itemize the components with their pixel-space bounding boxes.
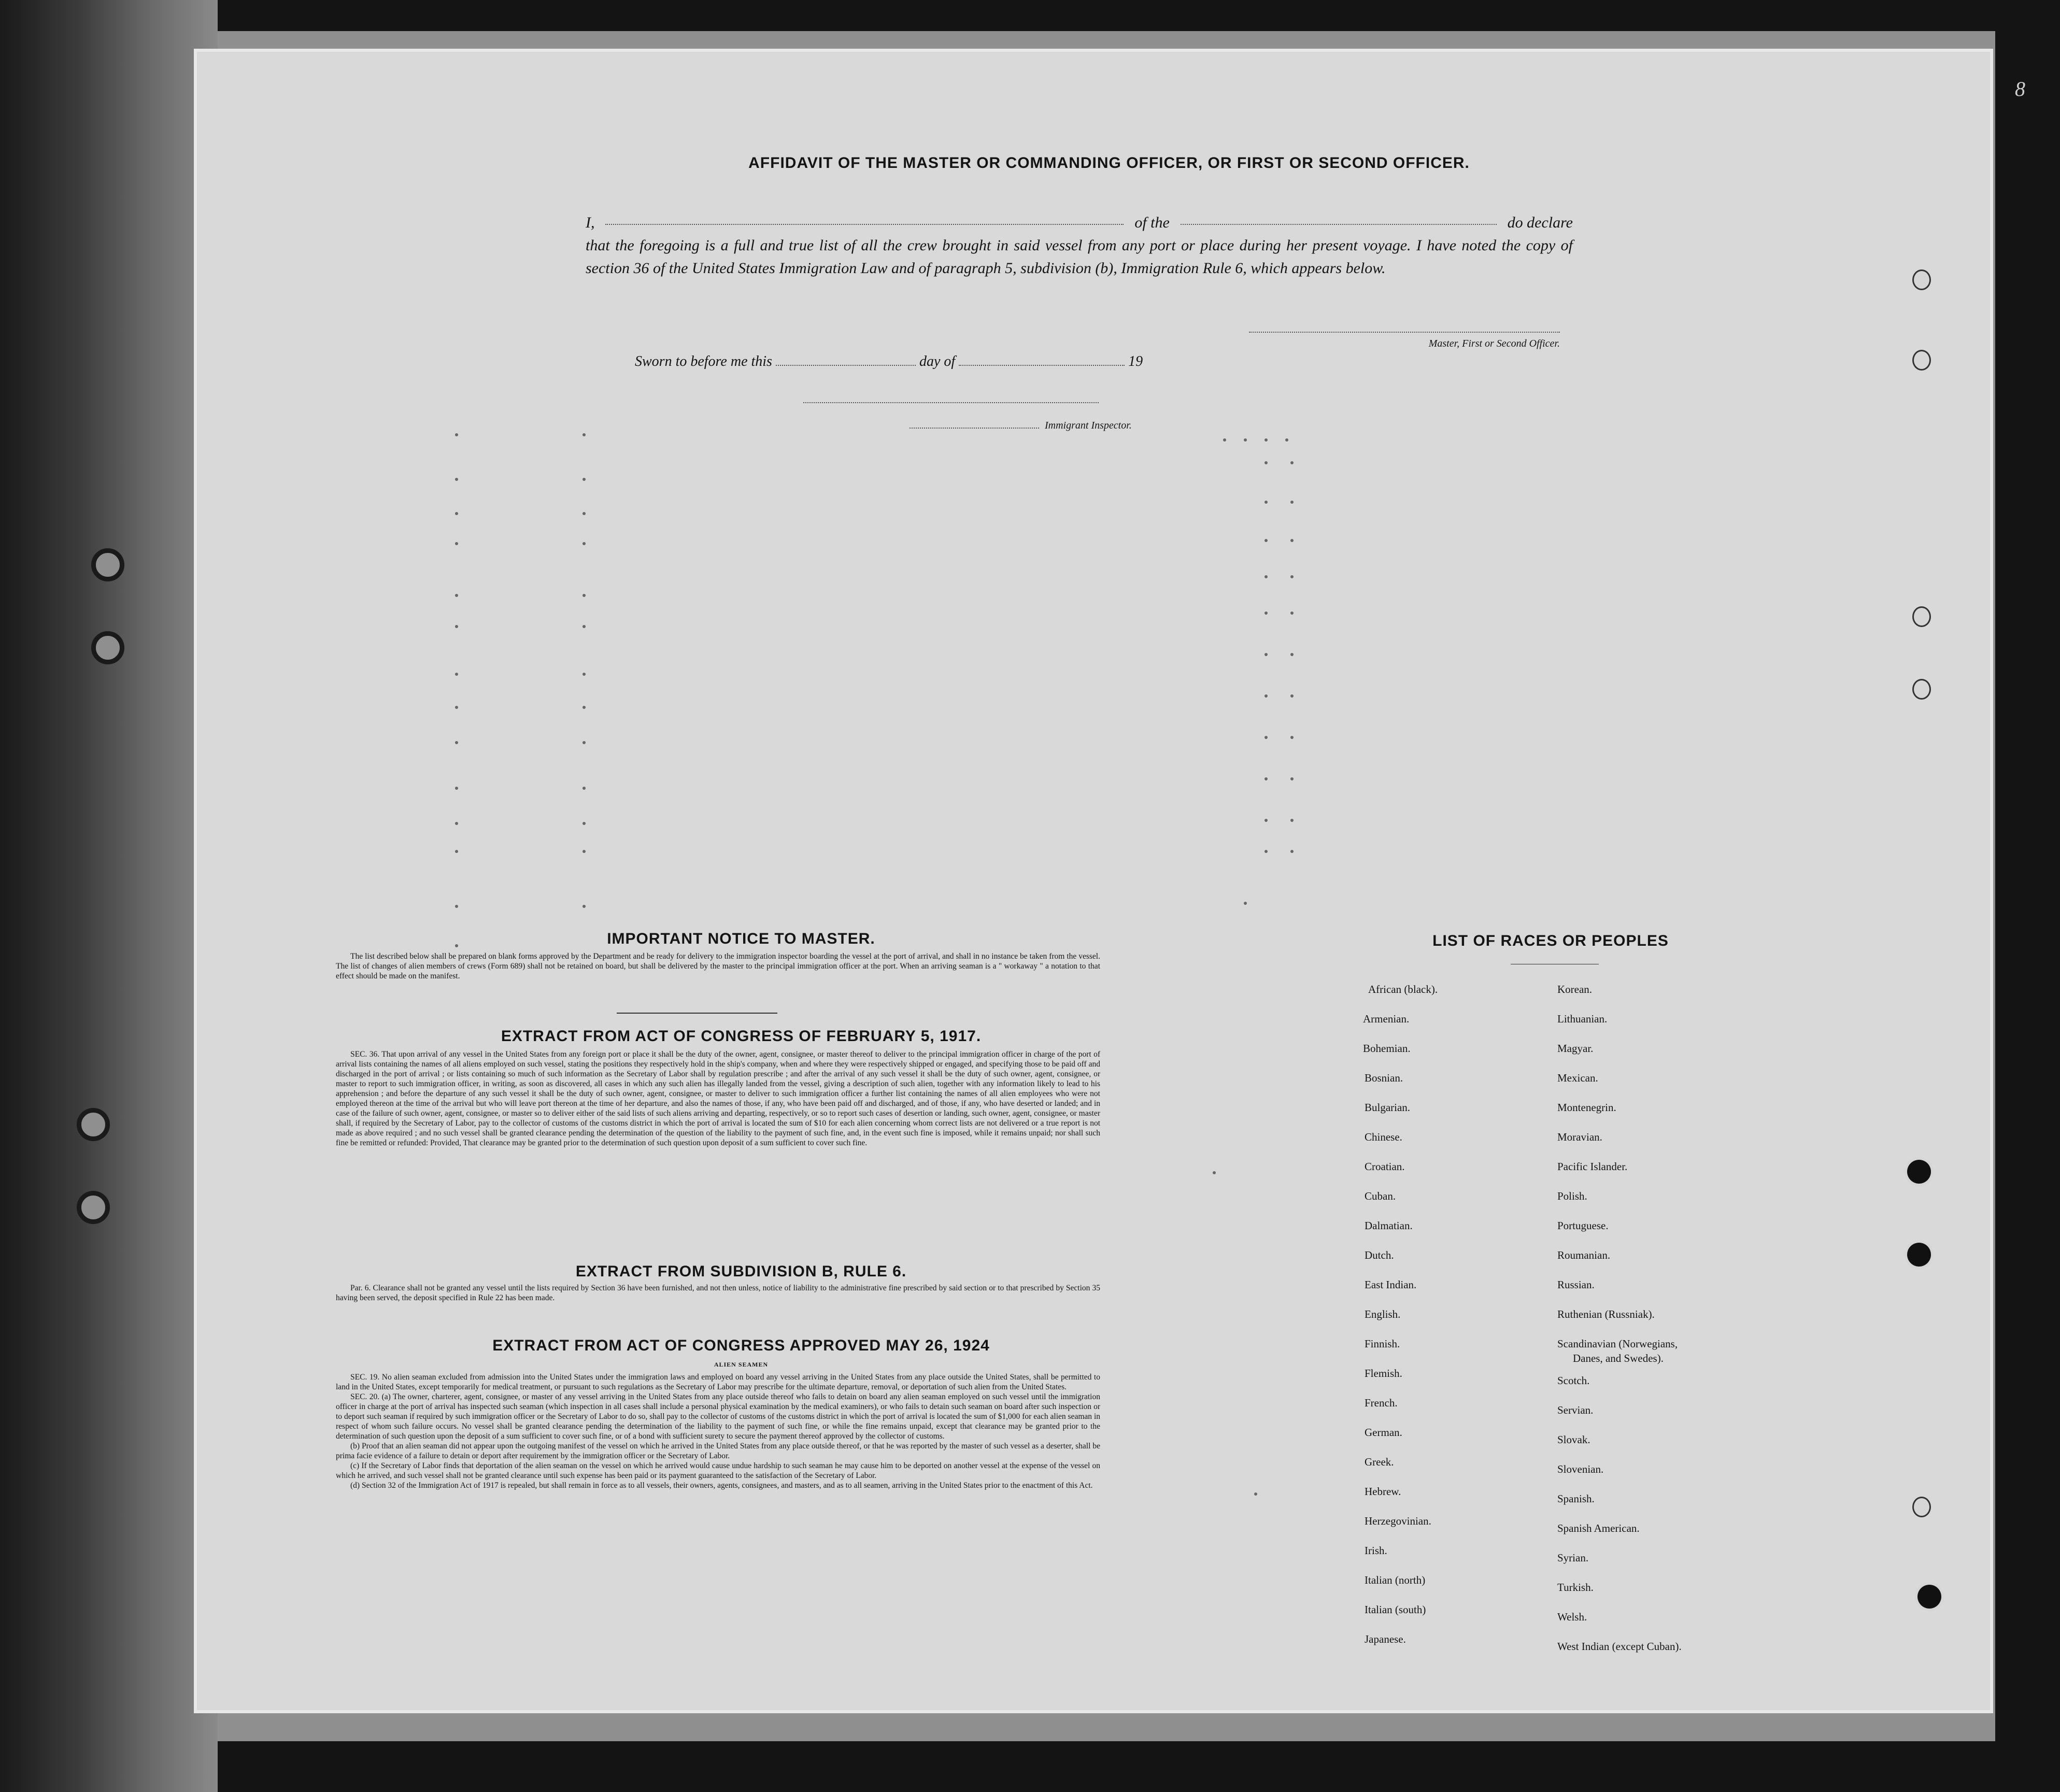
races-title: LIST OF RACES OR PEOPLES xyxy=(1432,932,1669,949)
extract-1924-sec20b: (b) Proof that an alien seaman did not appear upon the outgoing manifest of the vessel on which he arrived in the United States from any place outside thereof, or that he was reported by the master of such vessel as a deserter, shall be prima facie evidence of a failure to detain or deport after requirement by the immigration officer or the Secretary of Labor. xyxy=(336,1442,1100,1460)
race-item: Roumanian. xyxy=(1557,1249,1611,1261)
punch-hole-icon xyxy=(1912,606,1931,627)
race-item: Magyar. xyxy=(1557,1042,1594,1055)
sworn-month-blank xyxy=(959,352,1125,366)
race-item: French. xyxy=(1365,1397,1398,1409)
race-item: Armenian. xyxy=(1363,1013,1410,1025)
race-item: Flemish. xyxy=(1365,1367,1402,1379)
notice-body: The list described below shall be prepared on blank forms approved by the Department and be ready for delivery to the immigration inspector boarding the vessel at the port of arrival, and shall in no instance be taken from the vessel. The list of changes of alien members of crews (Form 689) shall not be retained on board, but shall be delivered by the master to the principal immigration officer at the port. When an arriving seaman is a " workaway " a notation to that effect should be made on the manifest. xyxy=(336,952,1100,980)
affidavit-first-line xyxy=(586,211,1573,234)
race-item: Servian. xyxy=(1557,1404,1594,1416)
race-item: Herzegovinian. xyxy=(1365,1515,1431,1527)
inspector-blank xyxy=(910,420,1039,429)
binding-hole-icon xyxy=(91,548,124,581)
race-item: Greek. xyxy=(1365,1456,1394,1468)
race-item: Chinese. xyxy=(1365,1131,1402,1143)
binder-edge xyxy=(0,0,218,1792)
race-item: Ruthenian (Russniak). xyxy=(1557,1308,1655,1320)
race-item: Slovenian. xyxy=(1557,1463,1604,1475)
page-number: 8 xyxy=(2015,77,2025,101)
extract-rule6-title: EXTRACT FROM SUBDIVISION B, RULE 6. xyxy=(575,1263,907,1280)
binding-hole-icon xyxy=(77,1108,110,1141)
race-item: Irish. xyxy=(1365,1544,1387,1557)
punch-hole-icon xyxy=(1912,1497,1931,1517)
race-item: German. xyxy=(1365,1426,1402,1439)
signature-block xyxy=(1228,332,1560,350)
race-item: Bohemian. xyxy=(1363,1042,1411,1055)
race-item: Polish. xyxy=(1557,1190,1587,1202)
affidavit-title: AFFIDAVIT OF THE MASTER OR COMMANDING OFFICER, OR FIRST OR SECOND OFFICER. xyxy=(748,154,1470,172)
race-item: East Indian. xyxy=(1365,1278,1417,1291)
affidavit-of-the: of the xyxy=(1134,214,1170,231)
affidavit-text xyxy=(586,211,1573,280)
inspector-signature-line xyxy=(803,402,1099,403)
race-item: English. xyxy=(1365,1308,1401,1320)
race-item: Cuban. xyxy=(1365,1190,1396,1202)
extract-1924-sec20a: SEC. 20. (a) The owner, charterer, agent, consignee, or master of any vessel arriving in the United States from any place outside thereof who fails to detain on board any alien seaman employed on such vessel until the immigration officer in charge at the port of arrival has inspected such seaman (which inspection in all cases shall include a personal physical examination by the medical examiners), or who fails to detain such seaman on board after such inspection or to deport such seaman if required by such immigration officer or the Secretary of Labor to do so, shall pay to the collector of customs of the customs district in which the port of arrival is located the sum of $1,000 for each alien seaman in respect of whom such failure occurs. No vessel shall be granted clearance pending the determination of the liability to the payment of such fine, or while the fine remains unpaid, except that clearance may be granted prior to the determination of such question upon the deposit of a sum sufficient to cover such fine, or of a bond with sufficient surety to secure the payment thereof approved by the collector of customs. xyxy=(336,1392,1100,1441)
race-item: Italian (south) xyxy=(1365,1603,1426,1616)
race-item: West Indian (except Cuban). xyxy=(1557,1640,1682,1653)
notice-rule xyxy=(617,1013,777,1014)
race-item: Syrian. xyxy=(1557,1552,1589,1564)
signature-caption: Master, First or Second Officer. xyxy=(1428,338,1560,349)
inspector-caption-line xyxy=(910,420,1132,432)
name-blank xyxy=(605,211,1124,225)
sworn-date-blank xyxy=(776,352,916,366)
punch-hole-icon xyxy=(1912,679,1931,700)
punch-hole-icon xyxy=(1912,269,1931,290)
vessel-blank xyxy=(1181,211,1497,225)
punch-hole-icon xyxy=(1912,350,1931,371)
signature-line xyxy=(1249,332,1560,333)
race-item: Croatian. xyxy=(1365,1160,1405,1173)
extract-1917-title: EXTRACT FROM ACT OF CONGRESS OF FEBRUARY 5, 1917. xyxy=(501,1028,982,1045)
punch-hole-icon xyxy=(1917,1585,1941,1609)
punch-hole-icon xyxy=(1907,1243,1931,1267)
race-item: Italian (north) xyxy=(1365,1574,1426,1586)
race-item: Spanish. xyxy=(1557,1492,1595,1505)
extract-rule6-body: Par. 6. Clearance shall not be granted any vessel until the lists required by Section 36 have been furnished, and not then unless, notice of liability to the administrative fine prescribed by said section or to that prescribed by Section 35 having been served, the deposit specified in Rule 22 has been made. xyxy=(336,1284,1100,1302)
race-item: Mexican. xyxy=(1557,1072,1598,1084)
extract-1924-title: EXTRACT FROM ACT OF CONGRESS APPROVED MAY 26, 1924 xyxy=(492,1337,990,1354)
race-item: Dalmatian. xyxy=(1365,1219,1413,1232)
extract-1924-subtitle: ALIEN SEAMEN xyxy=(714,1361,769,1368)
race-item: Finnish. xyxy=(1365,1338,1400,1350)
extract-1924-sec20d: (d) Section 32 of the Immigration Act of 1917 is repealed, but shall remain in force as to all vessels, their owners, agents, consignees, and masters, and as to all seamen, arriving in the United States prior to the enactment of this Act. xyxy=(350,1481,1093,1490)
race-item: Pacific Islander. xyxy=(1557,1160,1628,1173)
extract-1924-sec19: SEC. 19. No alien seaman excluded from admission into the United States under the immigration laws and employed on board any vessel arriving in the United States from any place outside the United States, shall be permitted to land in the United States, except temporarily for medical treatment, or pursuant to such regulations as the Secretary of Labor may prescribe for the ultimate departure, removal, or deportation of such alien from the United States. xyxy=(336,1373,1100,1391)
race-item: Scandinavian (Norwegians, xyxy=(1557,1338,1678,1350)
race-item: Japanese. xyxy=(1365,1633,1406,1645)
race-item: Turkish. xyxy=(1557,1581,1594,1594)
sworn-day-of: day of xyxy=(919,353,956,369)
race-item: Spanish American. xyxy=(1557,1522,1640,1534)
race-item: Danes, and Swedes). xyxy=(1573,1352,1664,1364)
race-item: Lithuanian. xyxy=(1557,1013,1608,1025)
race-item: Montenegrin. xyxy=(1557,1101,1616,1114)
affidavit-i: I, xyxy=(586,214,595,231)
binding-hole-icon xyxy=(77,1191,110,1224)
extract-1924-body xyxy=(336,1372,1100,1490)
race-item: Bosnian. xyxy=(1365,1072,1403,1084)
race-item: African (black). xyxy=(1368,983,1438,995)
extract-1917-body: SEC. 36. That upon arrival of any vessel in the United States from any foreign port or place it shall be the duty of the owner, agent, consignee, or master thereof to deliver to the principal immigration officer in charge of the port of arrival lists containing the names of all aliens employed on such vessel, stating the positions they respectively hold in the ship's company, when and where they were respectively shipped or engaged, and specifying those to be paid off and discharged in the port of arrival ; or lists containing so much of such information as the Secretary of Labor shall by regulation prescribe ; and after the arrival of any such vessel it shall be the duty of such owner, agent, consignee, or master to report to such immigration officer, in writing, as soon as discovered, all cases in which any such alien has illegally landed from the vessel, giving a description of such alien, together with any information likely to lead to his apprehension ; and before the departure of any such vessel it shall be the duty of such owner, agent, consignee, or master to deliver to such immigration officer a further list containing the names of all alien employees who were not employed thereon at the time of the arrival but who will leave port thereon at the time of her departure, and also the names of those, if any, who have been paid off and discharged, and of those, if any, who have deserted or landed; and in case of the failure of such owner, agent, consignee, or master so to deliver either of the said lists of such aliens arriving and departing, respectively, or so to report such cases of desertion or landing, such owner, agent, consignee, or master shall, if required by the Secretary of Labor, pay to the collector of customs of the customs district in which the port of arrival is located the sum of $10 for each alien concerning whom correct lists are not delivered or a true report is not made as above required ; and no such vessel shall be granted clearance pending the determination of the question of the liability to the payment of such fine, and, in the event such fine is imposed, while it remains unpaid; nor shall such fine be remitted or refunded: Provided, That clearance may be granted prior to the determination of such question upon deposit of a sum sufficient to cover such fine. xyxy=(336,1050,1100,1147)
race-item: Hebrew. xyxy=(1365,1485,1401,1498)
affidavit-body: that the foregoing is a full and true list of all the crew brought in said vessel from any port or place during her present voyage. I have noted the copy of section 36 of the United States Immigration Law and of paragraph 5, subdivision (b), Immigration Rule 6, which appears below. xyxy=(586,237,1573,277)
sworn-line xyxy=(635,352,1226,370)
punch-hole-icon xyxy=(1907,1160,1931,1184)
race-item: Slovak. xyxy=(1557,1433,1590,1446)
sworn-prefix: Sworn to before me this xyxy=(635,353,772,369)
race-item: Korean. xyxy=(1557,983,1593,995)
race-item: Scotch. xyxy=(1557,1374,1590,1387)
affidavit-declare: do declare xyxy=(1507,214,1573,231)
sworn-year: 19 xyxy=(1128,353,1143,369)
inspector-caption: Immigrant Inspector. xyxy=(1045,420,1132,431)
race-item: Russian. xyxy=(1557,1278,1595,1291)
extract-1924-sec20c: (c) If the Secretary of Labor finds that deportation of the alien seaman on the vessel on which he arrived would cause undue hardship to such seaman he may cause him to be deported on another vessel at the expense of the vessel on which he arrived, and such vessel shall not be granted clearance until such expense has been paid or its payment guaranteed to the satisfaction of the Secretary of Labor. xyxy=(336,1461,1100,1480)
binding-hole-icon xyxy=(91,631,124,664)
race-item: Dutch. xyxy=(1365,1249,1394,1261)
race-item: Welsh. xyxy=(1557,1611,1587,1623)
race-item: Bulgarian. xyxy=(1365,1101,1411,1114)
notice-title: IMPORTANT NOTICE TO MASTER. xyxy=(607,930,875,947)
race-item: Moravian. xyxy=(1557,1131,1602,1143)
race-item: Portuguese. xyxy=(1557,1219,1609,1232)
